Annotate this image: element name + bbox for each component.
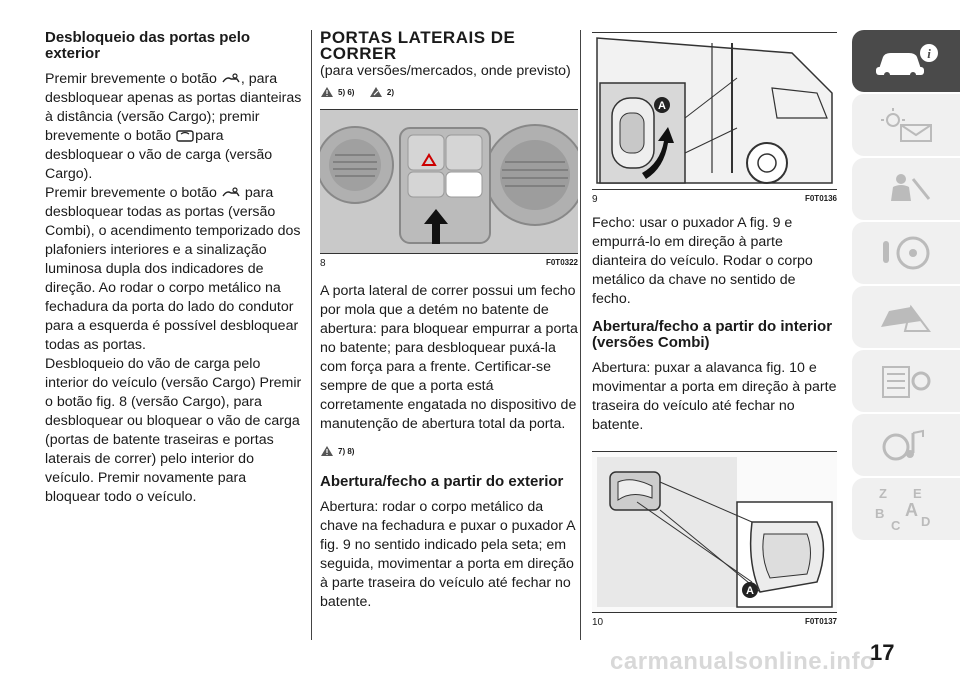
paragraph-sliding-2: Abertura: rodar o corpo metálico da chave na fechadura e puxar o puxador A fig. 9 no sentido indicado pela seta; em seguida, movimentar a porta em direção à parte traseira do veículo até fechar no batente. <box>320 499 575 610</box>
safety-icon[interactable] <box>852 158 960 220</box>
warning-ref-1: 5) 6) <box>320 86 354 98</box>
accident-icon[interactable] <box>852 286 960 348</box>
chapter-sidebar <box>852 30 960 542</box>
interior-lever-illustration <box>592 452 837 612</box>
paragraph-unlock-2: Premir brevemente o botão para desbloquear todas as portas (versão Combi), o acendimento temporizado dos plafoniers interiores e a sinalização luminosa dupla dos indicadores de direção. Ao rodar o corpo metálico na fechadura da porta do lado do condutor para a esquerda é possível desbloquear todas as portas. <box>45 185 301 353</box>
warning-refs <box>320 85 578 103</box>
section-title-sliding-doors: PORTAS LATERAIS DE CORRER <box>320 28 516 63</box>
paragraph-close-1: Fecho: usar o puxador A fig. 9 e empurrá-lo em direção à parte dianteira do veículo. Rodar o corpo metálico da chave no sentido de fecho. <box>592 215 813 307</box>
figure-number: 10 <box>592 617 604 628</box>
figure-code: F0T0322 <box>545 258 578 267</box>
svg-text:D: D <box>921 514 931 529</box>
column-3 <box>592 32 837 628</box>
maintenance-icon[interactable] <box>852 350 960 412</box>
figure-number: 8 <box>320 258 326 269</box>
callout-label: A <box>746 585 754 597</box>
figure-code: F0T0137 <box>804 617 837 626</box>
warning-lights-icon[interactable] <box>852 94 960 156</box>
section-heading-exterior-unlock: Desbloqueio das portas pelo exterior <box>45 29 251 62</box>
warning-refs-2 <box>320 444 578 462</box>
paragraph-sliding-1: A porta lateral de correr possui um fecho por mola que a detém no batente de abertura: para bloquear empurrar a porta no batente; para desbloquear puxá-la com força para a frente. Certificar-se sempre de que a porta está corretamente engatada no dispositivo de manutenção de abertura total da porta. <box>320 283 578 432</box>
watermark: carmanualsonline.info <box>610 648 876 675</box>
section-heading-exterior: Abertura/fecho a partir do exterior <box>320 473 564 490</box>
warning-triangle-icon <box>320 445 334 457</box>
van-sliding-door-illustration <box>592 33 837 189</box>
cargo-unlock-icon <box>175 129 195 143</box>
dashboard-button-illustration <box>320 110 578 253</box>
svg-text:Z: Z <box>879 486 887 501</box>
paragraph-interior-1: Abertura: puxar a alavanca fig. 10 e movimentar a porta em direção à parte traseira do veículo até fechar no batente. <box>592 360 837 433</box>
column-divider <box>580 30 581 640</box>
index-icon[interactable] <box>852 478 960 540</box>
svg-text:i: i <box>927 46 931 61</box>
warning-ref-3: 7) 8) <box>320 445 354 457</box>
figure-10 <box>592 451 837 628</box>
figure-number: 9 <box>592 194 598 205</box>
column-1 <box>45 30 303 507</box>
subtitle: (para versões/mercados, onde previsto) <box>320 63 571 79</box>
figure-code: F0T0136 <box>804 194 837 203</box>
car-info-icon[interactable] <box>852 30 960 92</box>
figure-9 <box>592 32 837 205</box>
section-heading-interior: Abertura/fecho a partir do interior (versões Combi) <box>592 318 833 351</box>
unlock-key-icon <box>221 187 241 199</box>
callout-label: A <box>658 100 666 112</box>
wrench-triangle-icon <box>369 86 383 98</box>
figure-8 <box>320 109 578 269</box>
column-divider <box>311 30 312 640</box>
svg-text:B: B <box>875 506 885 521</box>
svg-text:E: E <box>913 486 922 501</box>
multimedia-icon[interactable] <box>852 414 960 476</box>
warning-ref-2: 2) <box>369 86 394 98</box>
svg-text:C: C <box>891 518 901 533</box>
paragraph-unlock-3: Desbloqueio do vão de carga pelo interior do veículo (versão Cargo) Premir o botão fig. 8 (versão Cargo), para desbloquear ou bloquear o vão de carga (portas de batente traseiras e portas laterais de correr) pelo interior do veículo. Premir novamente para bloquear todo o veículo. <box>45 356 302 505</box>
column-2 <box>320 30 578 612</box>
warning-triangle-icon <box>320 86 334 98</box>
page-number: 17 <box>870 640 895 665</box>
steering-icon[interactable] <box>852 222 960 284</box>
paragraph-unlock-1: Premir brevemente o botão , para desbloquear apenas as portas dianteiras à distância (versão Cargo); premir brevemente o botão para desbloquear o vão de carga (versão Cargo). <box>45 71 302 182</box>
unlock-key-icon <box>221 73 241 85</box>
svg-text:A: A <box>905 500 918 520</box>
